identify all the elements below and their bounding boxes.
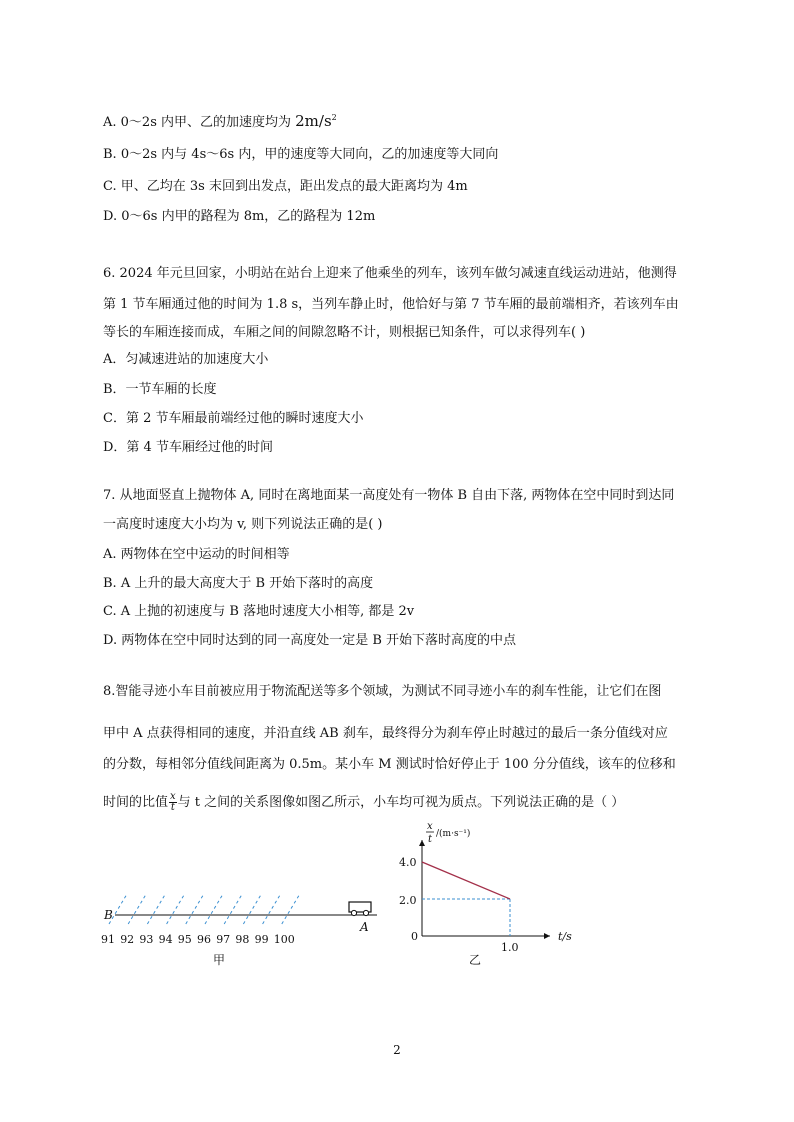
q8-fraction-x-over-t bbox=[169, 792, 177, 813]
score-line-93 bbox=[147, 894, 165, 924]
figure-jia-caption: 甲 bbox=[213, 953, 226, 967]
q7-option-d: D. 两物体在空中同时达到的同一高度处一定是 B 开始下落时高度的中点 bbox=[103, 633, 517, 648]
q7-stem-line-1: 7. 从地面竖直上抛物体 A, 同时在离地面某一高度处有一物体 B 自由下落, 两物体在空中同时到达同 bbox=[103, 488, 675, 503]
score-label-97: 97 bbox=[216, 933, 231, 946]
score-line-95 bbox=[186, 894, 204, 924]
y-axis-label-denominator: t bbox=[428, 834, 433, 845]
q8-stem-line-4 bbox=[103, 792, 624, 813]
score-label-99: 99 bbox=[254, 933, 269, 946]
q5-option-a-unit: 2m/s bbox=[295, 112, 332, 130]
q5-option-d: D. 0～6s 内甲的路程为 8m，乙的路程为 12m bbox=[103, 209, 376, 224]
cart-icon bbox=[349, 902, 371, 916]
q5-option-a-text: A. 0～2s 内甲、乙的加速度均为 bbox=[103, 115, 296, 130]
q7-option-c: C. A 上抛的初速度与 B 落地时速度大小相等, 都是 2v bbox=[103, 604, 415, 619]
score-label-98: 98 bbox=[235, 933, 250, 946]
q6-stem-line-3: 等长的车厢连接而成，车厢之间的间隙忽略不计，则根据已知条件，可以求得列车( ) bbox=[103, 325, 586, 340]
q6-stem-line-2: 第 1 节车厢通过他的时间为 1.8 s，当列车静止时，他恰好与第 7 节车厢的最前端相齐，若该列车由 bbox=[103, 297, 679, 312]
point-a-label: A bbox=[360, 920, 369, 934]
q6-option-a: A．匀减速进站的加速度大小 bbox=[103, 352, 269, 367]
score-label-96: 96 bbox=[197, 933, 211, 946]
q5-option-b: B. 0～2s 内与 4s～6s 内，甲的速度等大同向，乙的加速度等大同向 bbox=[103, 147, 499, 162]
q5-option-a-exponent: 2 bbox=[331, 113, 337, 122]
q5-option-c: C. 甲、乙均在 3s 末回到出发点，距出发点的最大距离均为 4m bbox=[103, 179, 468, 194]
score-line-94 bbox=[167, 894, 185, 924]
q7-stem-line-2: 一高度时速度大小均为 v, 则下列说法正确的是( ) bbox=[103, 517, 383, 532]
point-b-label: B bbox=[104, 908, 113, 922]
x-tick-label-1: 1.0 bbox=[501, 941, 519, 954]
score-line-100 bbox=[282, 894, 300, 924]
q8-stem-line-4-end: 与 t 之间的关系图像如图乙所示，小车均可视为质点。下列说法正确的是（ ） bbox=[177, 795, 625, 810]
score-line-92 bbox=[128, 894, 146, 924]
figure-jia bbox=[95, 890, 385, 970]
figure-yi-chart bbox=[380, 818, 600, 968]
q8-fraction-denominator: t bbox=[170, 802, 175, 813]
score-line-97 bbox=[224, 894, 242, 924]
y-tick-label-2: 2.0 bbox=[399, 894, 417, 907]
q7-option-a: A. 两物体在空中运动的时间相等 bbox=[103, 547, 290, 562]
series-line bbox=[422, 862, 510, 899]
q6-option-b: B．一节车厢的长度 bbox=[103, 382, 217, 397]
score-label-93: 93 bbox=[139, 933, 154, 946]
q6-option-d: D．第 4 节车厢经过他的时间 bbox=[103, 440, 273, 455]
figure-yi-caption: 乙 bbox=[469, 953, 482, 967]
page-number: 2 bbox=[393, 1043, 401, 1057]
q8-stem-line-2: 甲中 A 点获得相同的速度，并沿直线 AB 刹车，最终得分为刹车停止时越过的最后一条分值线对应 bbox=[103, 726, 668, 741]
score-label-91: 91 bbox=[101, 933, 115, 946]
origin-tick-label: 0 bbox=[411, 930, 418, 943]
y-axis-label-numerator: x bbox=[427, 821, 433, 832]
score-lines bbox=[109, 894, 300, 924]
q6-option-c: C．第 2 节车厢最前端经过他的瞬时速度大小 bbox=[103, 411, 364, 426]
q7-option-b: B. A 上升的最大高度大于 B 开始下落时的高度 bbox=[103, 576, 374, 591]
x-axis-label: t/s bbox=[558, 930, 572, 943]
score-label-94: 94 bbox=[158, 933, 173, 946]
q5-option-a bbox=[103, 109, 337, 132]
q8-stem-line-1: 8.智能寻迹小车目前被应用于物流配送等多个领域，为测试不同寻迹小车的刹车性能，让它们在图 bbox=[103, 684, 662, 699]
score-label-100: 100 bbox=[273, 933, 295, 946]
score-line-98 bbox=[243, 894, 261, 924]
score-label-92: 92 bbox=[120, 933, 135, 946]
q8-stem-line-3: 的分数，每相邻分值线间距离为 0.5m。某小车 M 测试时恰好停止于 100 分分值线，该车的位移和 bbox=[103, 757, 676, 772]
y-axis-label-unit: /(m·s⁻¹) bbox=[436, 829, 471, 839]
score-line-96 bbox=[205, 894, 223, 924]
score-label-95: 95 bbox=[177, 933, 192, 946]
q8-stem-line-4-start: 时间的比值 bbox=[103, 795, 169, 810]
q8-fraction-numerator: x bbox=[170, 791, 176, 802]
score-line-99 bbox=[263, 894, 281, 924]
q6-stem-line-1: 6. 2024 年元旦回家，小明站在站台上迎来了他乘坐的列车，该列车做匀减速直线运动进站，他测得 bbox=[103, 266, 677, 281]
score-labels bbox=[101, 933, 295, 946]
y-tick-label-4: 4.0 bbox=[399, 856, 417, 869]
